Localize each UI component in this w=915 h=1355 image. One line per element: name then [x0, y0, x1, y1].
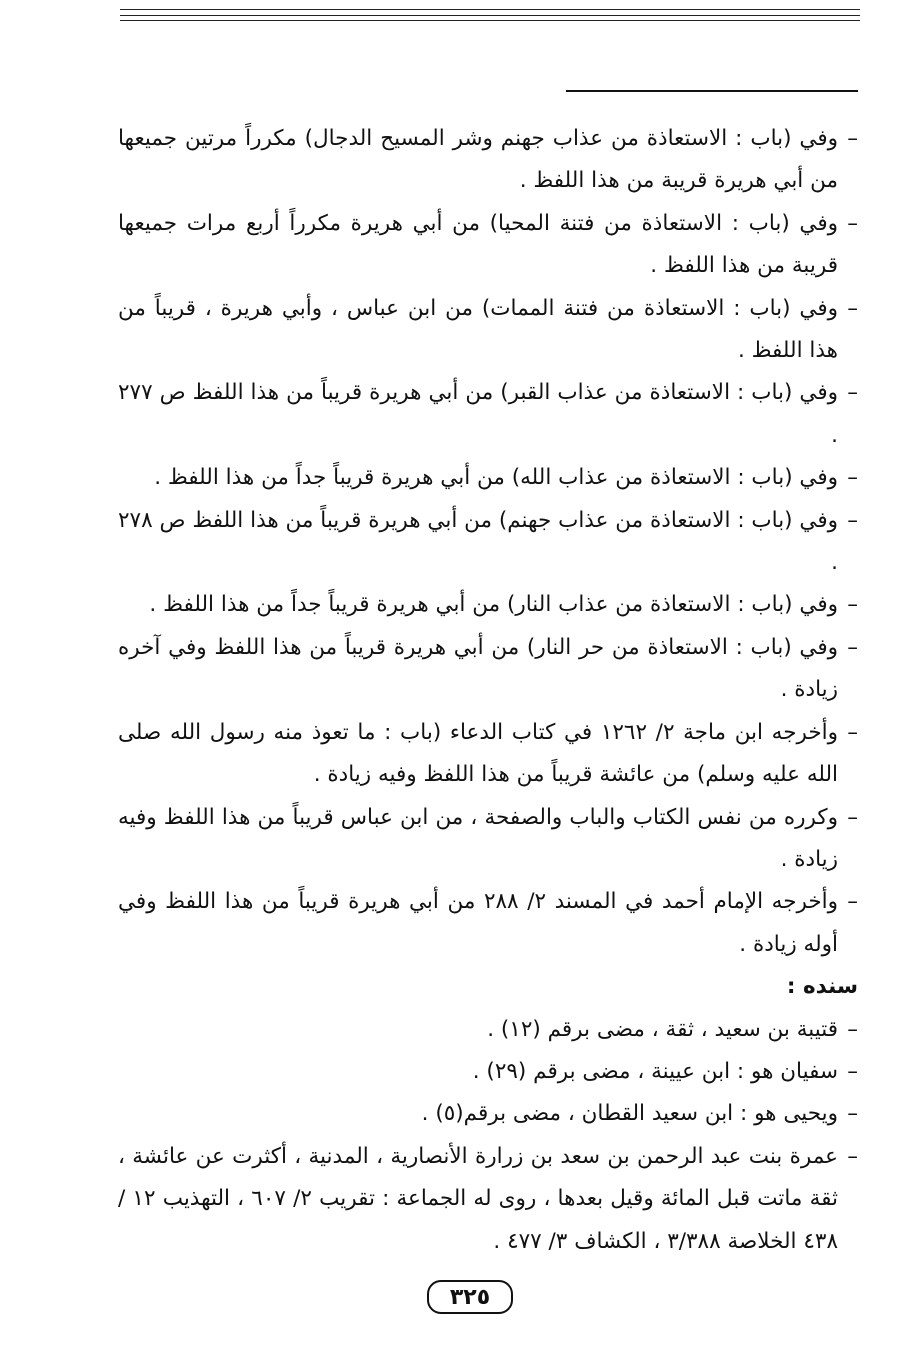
paragraph-text: وفي (باب : الاستعاذة من عذاب جهنم وشر المسيح الدجال) مكرراً مرتين جميعها من أبي هريرة قريبة من هذا اللفظ . — [118, 126, 838, 194]
paragraph-text: وفي (باب : الاستعاذة من عذاب النار) من أبي هريرة قريباً جداً من هذا اللفظ . — [149, 592, 838, 618]
paragraph — [118, 881, 858, 966]
dash: – — [847, 126, 858, 151]
paragraph-text: وفي (باب : الاستعاذة من عذاب جهنم) من أبي هريرة قريباً من هذا اللفظ ص ٢٧٨ . — [118, 507, 838, 576]
header-rule-3 — [120, 20, 860, 21]
dash: – — [847, 1143, 858, 1169]
paragraph-text: وفي (باب : الاستعاذة من فتنة المحيا) من أبي هريرة مكرراً أربع مرات جميعها قريبة من هذا اللفظ . — [118, 210, 838, 279]
paragraph — [118, 797, 858, 882]
narrator-item — [118, 1136, 858, 1263]
paragraph — [118, 457, 858, 499]
dash: – — [847, 1016, 858, 1042]
header-rule-1 — [120, 9, 860, 10]
paragraph-text: وأخرجه ابن ماجة ٢/ ١٢٦٢ في كتاب الدعاء (باب : ما تعوذ منه رسول الله صلى الله عليه وسلم) من عائشة قريباً من هذا اللفظ وفيه زيادة . — [118, 719, 838, 788]
dash: – — [847, 295, 858, 321]
paragraph — [118, 500, 858, 585]
page-body — [118, 118, 858, 1263]
paragraph — [118, 712, 858, 797]
narrator-text: عمرة بنت عبد الرحمن بن سعد بن زرارة الأنصارية ، المدنية ، أكثرت عن عائشة ، ثقة ماتت قبل المائة وقيل بعدها ، روى له الجماعة : تقريب ٢/ ٦٠٧ ، التهذيب ١٢ /٤٣٨ الخلاصة ٣/٣٨٨ ، الكشاف ٣/ ٤٧٧ . — [118, 1143, 839, 1254]
dash: – — [847, 1058, 858, 1084]
paragraph — [118, 118, 858, 203]
page-number: ٣٢٥ — [427, 1280, 513, 1314]
paragraph — [118, 288, 858, 373]
paragraph-text: وكرره من نفس الكتاب والباب والصفحة ، من ابن عباس قريباً من هذا اللفظ وفيه زيادة . — [118, 804, 838, 872]
narrator-item — [118, 1009, 858, 1051]
dash: – — [847, 465, 858, 491]
dash: – — [847, 507, 858, 533]
narrator-item — [118, 1051, 858, 1093]
paragraph-text: وأخرجه الإمام أحمد في المسند ٢/ ٢٨٨ من أبي هريرة قريباً من هذا اللفظ وفي أوله زيادة . — [118, 889, 838, 957]
paragraph — [118, 584, 858, 626]
dash: – — [847, 592, 858, 618]
dash: – — [847, 804, 858, 830]
paragraph-text: وفي (باب : الاستعاذة من عذاب الله) من أبي هريرة قريباً جداً من هذا اللفظ . — [154, 465, 838, 491]
paragraph-text: وفي (باب : الاستعاذة من حر النار) من أبي هريرة قريباً من هذا اللفظ وفي آخره زيادة . — [118, 634, 838, 703]
paragraph-text: وفي (باب : الاستعاذة من عذاب القبر) من أبي هريرة قريباً من هذا اللفظ ص ٢٧٧ . — [118, 380, 838, 448]
footnote-separator-rule — [566, 90, 858, 92]
sanad-heading: سنده : — [786, 974, 858, 1000]
narrator-text: سفيان هو : ابن عيينة ، مضى برقم (٢٩) . — [472, 1058, 838, 1084]
paragraph — [118, 203, 858, 288]
dash: – — [847, 210, 858, 236]
dash: – — [847, 889, 858, 915]
header-rule-2 — [120, 15, 860, 16]
dash: – — [847, 1101, 858, 1127]
paragraph — [118, 627, 858, 712]
paragraph-text: وفي (باب : الاستعاذة من فتنة الممات) من ابن عباس ، وأبي هريرة ، قريباً من هذا اللفظ . — [118, 295, 838, 364]
paragraph — [118, 372, 858, 457]
narrator-text: قتيبة بن سعيد ، ثقة ، مضى برقم (١٢) . — [487, 1016, 838, 1042]
dash: – — [847, 380, 858, 406]
dash: – — [847, 634, 858, 660]
narrator-item — [118, 1093, 858, 1135]
narrator-text: ويحيى هو : ابن سعيد القطان ، مضى برقم(٥) . — [421, 1101, 838, 1127]
dash: – — [847, 719, 858, 745]
